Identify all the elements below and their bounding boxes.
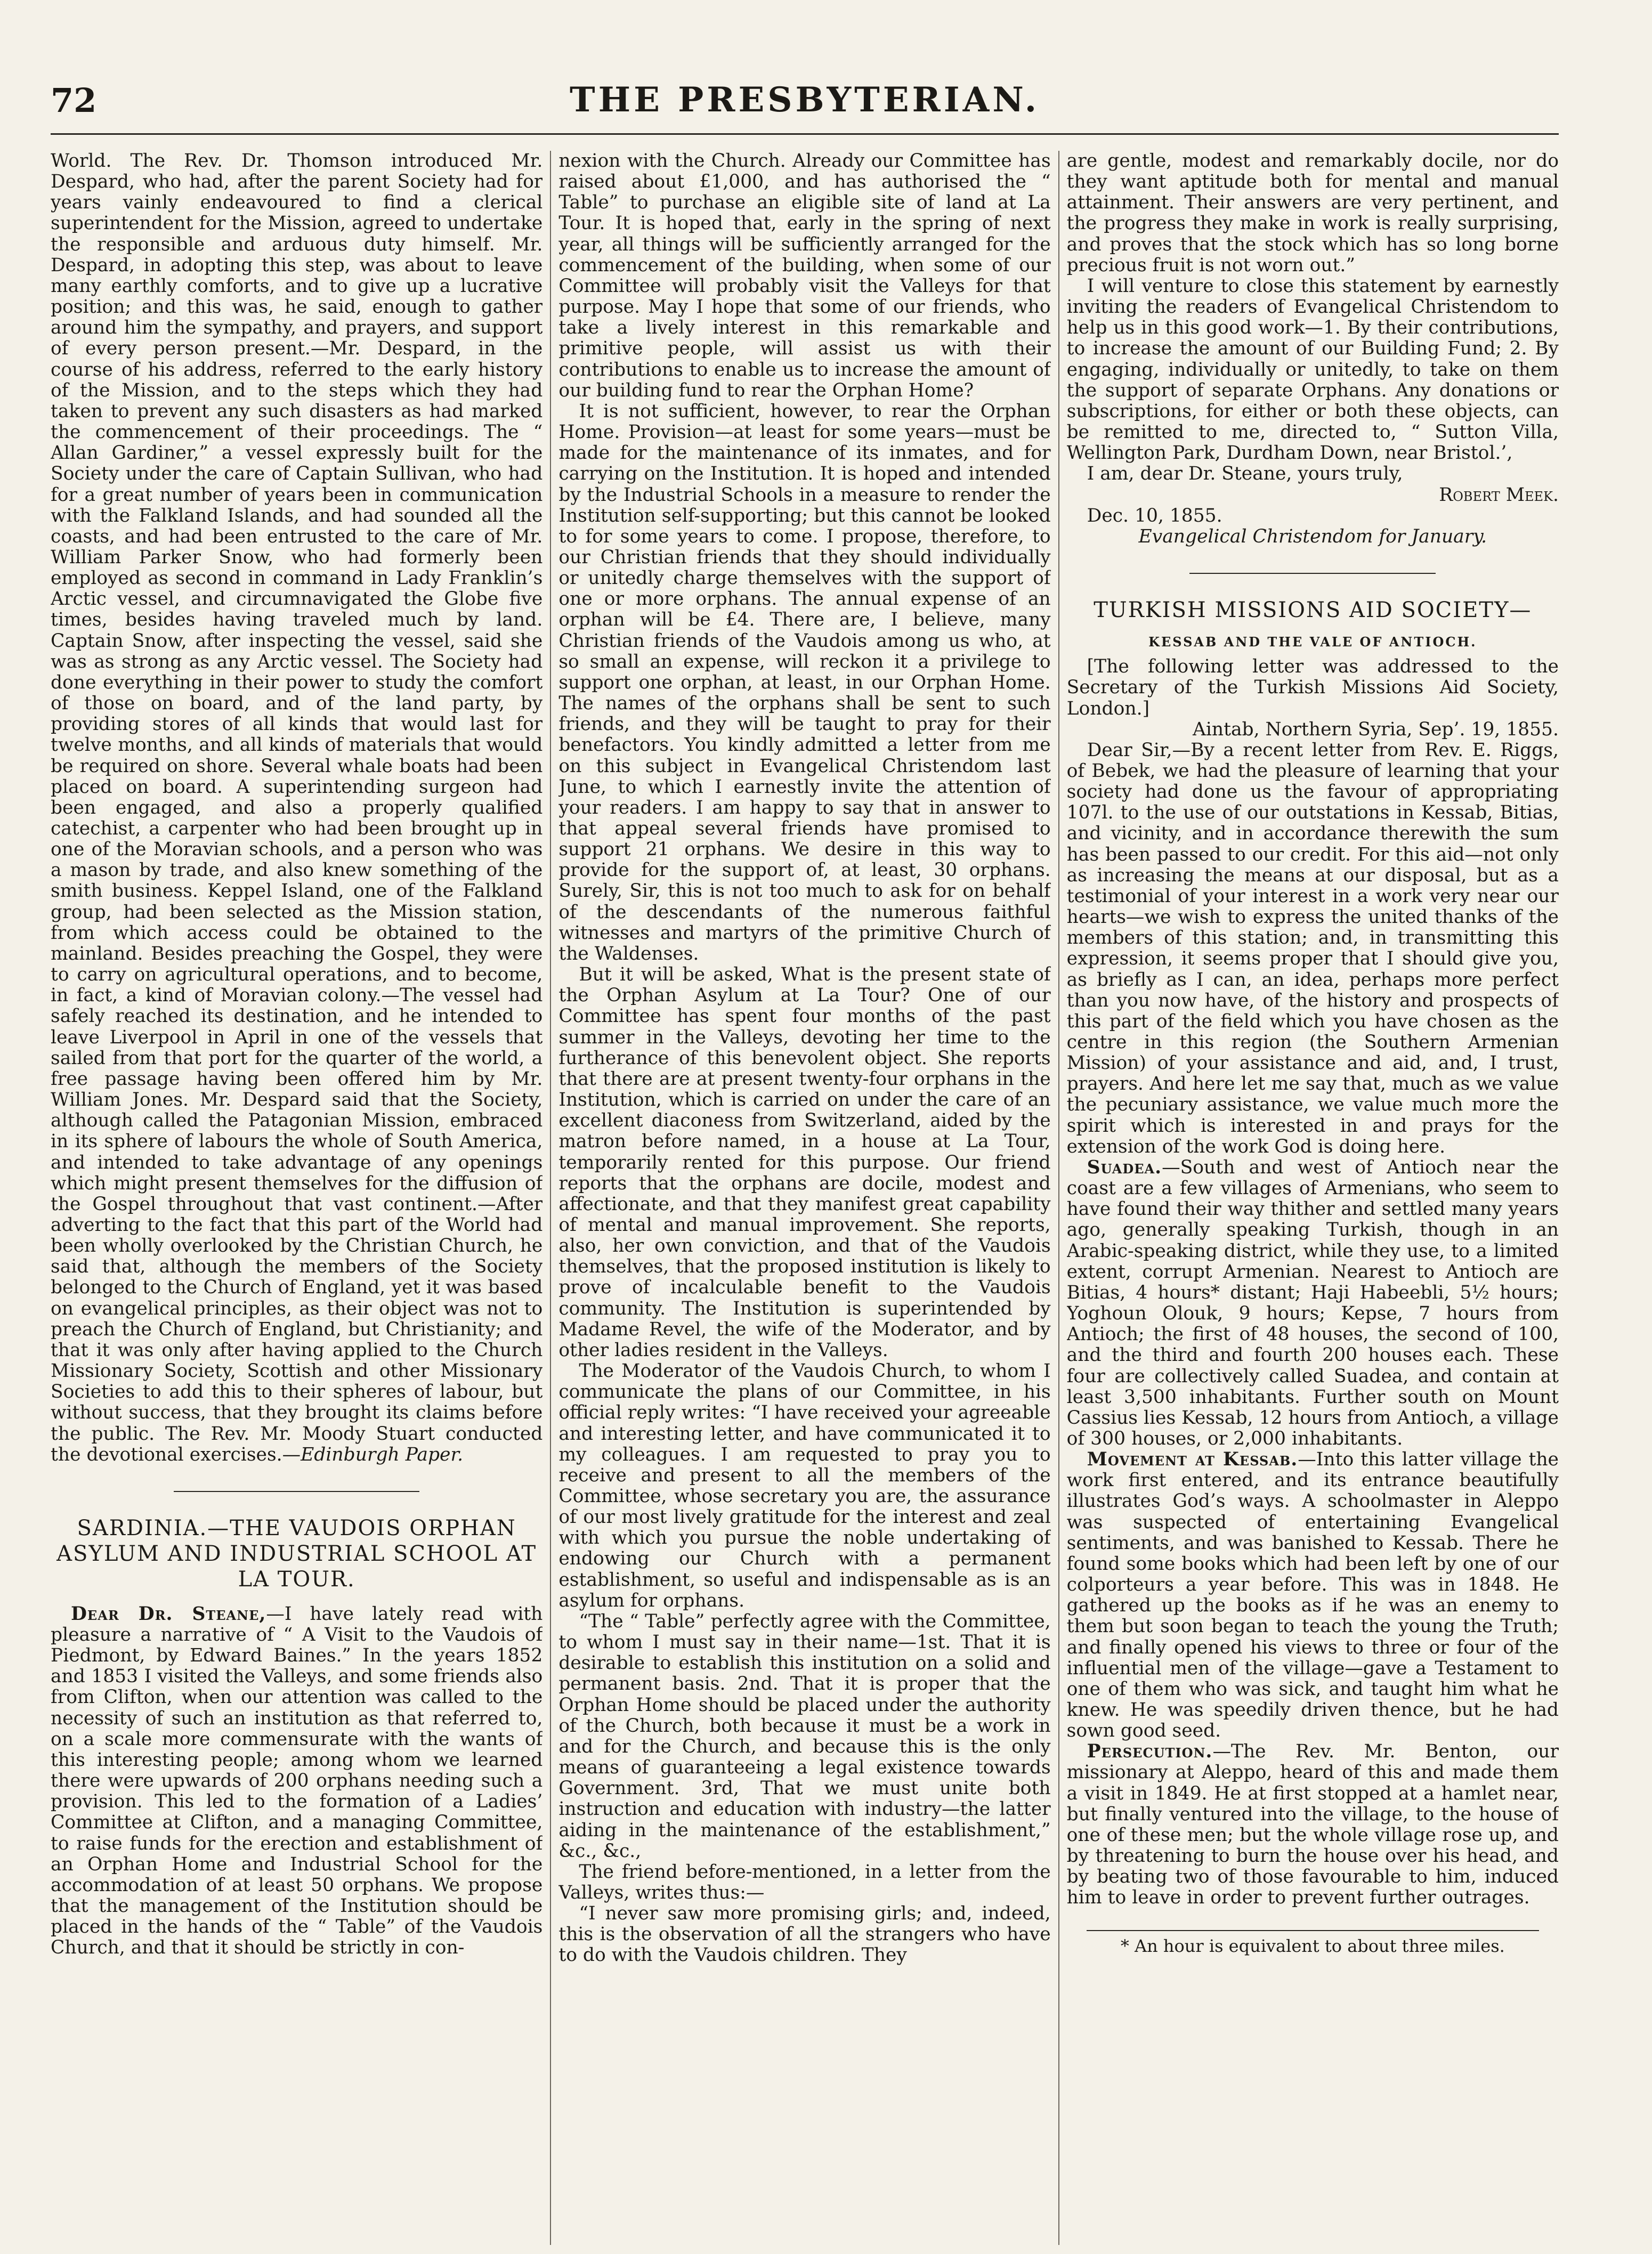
- paragraph: Persecution.—The Rev. Mr. Benton, our missionary at Aleppo, heard of this and made them a visit in 1849. He at first stopped at a hamlet near, but finally ventured into the village, to the house of one of these men; but the whole village rose up, and by threatening to burn the house over his head, and by beating two of those favourable to him, induced him to leave in order to prevent further outrages.: [1066, 1741, 1559, 1909]
- column-rule: [550, 151, 551, 2245]
- article-title: SARDINIA.—THE VAUDOIS ORPHAN ASYLUM AND INDUSTRIAL SCHOOL AT LA TOUR.: [56, 1515, 537, 1592]
- paragraph: Movement at Kessab.—Into this latter village the work first entered, and its entrance beautifully illustrates God’s ways. A schoolmaster in Aleppo was suspected of entertaining Evangelical sentiments, and was banished to Kessab. There he found some books which had been left by one of our colporteurs a year before. This was in 1848. He gathered up the books as if he was an enemy to them but soon began to teach the young the Truth; and finally opened his views to three or four of the influential men of the village—gave a Testament to one of them who was sick, and taught him what he knew. He was speedily driven thence, but he had sown good seed.: [1066, 1449, 1559, 1742]
- column-1: [51, 151, 542, 2245]
- section-lead: Suadea.: [1087, 1156, 1162, 1178]
- column-rule: [1058, 151, 1059, 2245]
- column-3: [1067, 151, 1559, 2245]
- paragraph: But it will be asked, What is the present state of the Orphan Asylum at La Tour? One of our Committee has spent four months of the past summer in the Valleys, devoting her time to the furtherance of this benevolent object. She reports that there are at present twenty-four orphans in the Institution, which is carried on under the care of an excellent diaconess from Switzerland, aided by the matron before named, in a house at La Tour, temporarily rented for this purpose. Our friend reports that the orphans are docile, modest and affectionate, and that they manifest great capability of mental and manual improvement. She reports, also, her own conviction, and that of the Vaudois themselves, that the proposed institution is likely to prove of incalculable benefit to the Vaudois community. The Institution is superintended by Madame Revel, the wife of the Moderator, and by other ladies resident in the Valleys.: [558, 964, 1051, 1361]
- closing: I am, dear Dr. Steane, yours truly,: [1087, 463, 1403, 485]
- paragraph: World. The Rev. Dr. Thomson introduced Mr. Despard, who had, after the parent Society had for years vainly endeavoured to find a clerical superintendent for the Mission, agreed to undertake the responsible and arduous duty himself. Mr. Despard, in adopting this step, was about to leave many earthly comforts, and to give up a lucrative position; and this was, he said, enough to gather around him the sympathy, and prayers, and support of every person present.—Mr. Despard, in the course of his address, referred to the early history of the Mission, and to the steps which they had taken to prevent any such disasters as had marked the commencement of their proceedings. The “ Allan Gardiner,” a vessel expressly built for the Society under the care of Captain Sullivan, who had for a great number of years been in communication with the Falkland Islands, and had sounded all the coasts, and had been entrusted to the care of Mr. William Parker Snow, who had formerly been employed as second in command in Lady Franklin’s Arctic vessel, and circumnavigated the Globe five times, besides having traveled much by land. Captain Snow, after inspecting the vessel, said she was as strong as any Arctic vessel. The Society had done everything in their power to study the comfort of those on board, and of the land party, by providing stores of all kinds that would last for twelve months, and all kinds of materials that would be required on shore. Several whale boats had been placed on board. A superintending surgeon had been engaged, and also a properly qualified catechist, a carpenter who had been brought up in one of the Moravian schools, and a person who was a mason by trade, and also knew something of the smith business. Keppel Island, one of the Falkland group, had been selected as the Mission station, from which access could be obtained to the mainland. Besides preaching the Gospel, they were to carry on agricultural operations, and to become, in fact, a kind of Moravian colony.—The vessel had safely reached its destination, and he intended to leave Liverpool in April in one of the vessels that sailed from that port for the quarter of the world, a free passage having been offered him by Mr. William Jones. Mr. Despard said that the Society, although called the Patagonian Mission, embraced in its sphere of labours the whole of South America, and intended to take advantage of any openings which might present themselves for the diffusion of the Gospel throughout that vast continent.—After adverting to the fact that this part of the World had been wholly overlooked by the Christian Church, he said that, although the members of the Society belonged to the Church of England, yet it was based on evangelical principles, as their object was not to preach the Church of England, but Christianity; and that it was only after having applied to the Church Missionary Society, Scottish and other Missionary Societies to add this to their spheres of labour, but without success, that they brought its claims before the public. The Rev. Mr. Moody Stuart conducted the devotional exercises.—Edinburgh Paper.: [51, 151, 543, 1465]
- paragraph: are gentle, modest and remarkably docile, nor do they want aptitude both for mental and manual attainment. Their answers are very pertinent, and the progress they make in work is really surprising, and proves that the stock which has so long borne precious fruit is not worn out.”: [1066, 151, 1559, 276]
- editorial-note: [The following letter was addressed to the Secretary of the Turkish Missions Aid Society, London.]: [1066, 656, 1559, 719]
- text-columns: [51, 151, 1559, 2245]
- paragraph: The friend before-mentioned, in a letter from the Valleys, writes thus:—: [558, 1861, 1051, 1903]
- paragraph: Dear Dr. Steane,—I have lately read with pleasure a narrative of “ A Visit to the Vaudois of Piedmont, by Edward Baines.” In the years 1852 and 1853 I visited the Valleys, and some friends also from Clifton, when our attention was called to the necessity of such an institution as that referred to, on a scale more commensurate with the wants of this interesting people; among whom we learned there were upwards of 200 orphans needing such a provision. This led to the formation of a Ladies’ Committee at Clifton, and a managing Committee, to raise funds for the erection and establishment of an Orphan Home and Industrial School for the accommodation of at least 50 orphans. We propose that the management of the Institution should be placed in the hands of the “ Table” of the Vaudois Church, and that it should be strictly in con-: [51, 1603, 543, 1959]
- source-citation: Edinburgh Paper.: [301, 1444, 464, 1465]
- paragraph: nexion with the Church. Already our Committee has raised about £1,000, and has authorised the “ Table” to purchase an eligible site of land at La Tour. It is hoped that, early in the spring of next year, all things will be sufficiently arranged for the commencement of the building, when some of our Committee will probably visit the Valleys for that purpose. May I hope that some of our friends, who take a lively interest in this remarkable and primitive people, will assist us with their contributions to enable us to increase the amount of our building fund to rear the Orphan Home?: [558, 151, 1051, 401]
- paragraph: “The “ Table” perfectly agree with the Committee, to whom I must say in their name—1st. That it is desirable to establish this institution on a solid and permanent basis. 2nd. That it is proper that the Orphan Home should be placed under the authority of the Church, both because it must be a work in and for the Church, and because this is the only means of guaranteeing a legal existence towards Government. 3rd, That we must unite both instruction and education with industry—the latter aiding in the maintenance of the establishment,” &c., &c.,: [558, 1610, 1051, 1862]
- column-2: [558, 151, 1050, 2245]
- footnote-rule: [1087, 1930, 1539, 1931]
- section-divider: [174, 1491, 420, 1492]
- section-divider: [1189, 573, 1436, 574]
- dateline: Aintab, Northern Syria, Sep’. 19, 1855.: [1192, 718, 1559, 740]
- section-lead: Persecution.: [1087, 1741, 1213, 1763]
- article-title: TURKISH MISSIONS AID SOCIETY—: [1094, 597, 1532, 622]
- paragraph: The Moderator of the Vaudois Church, to whom I communicate the plans of our Committee, in his official reply writes: “I have received your agreeable and interesting letter, and have communicated it to my colleagues. I am requested to pray you to receive and present to all the members of the Committee, whose secretary you are, the assurance of our most lively gratitude for the interest and zeal with which you pursue the noble undertaking of endowing our Church with a permanent establishment, so useful and indispensable as is an asylum for orphans.: [558, 1360, 1051, 1611]
- article-subtitle: KESSAB AND THE VALE OF ANTIOCH.: [1148, 634, 1477, 650]
- source-citation: Evangelical Christendom for January.: [1138, 525, 1487, 547]
- footnote: * An hour is equivalent to about three miles.: [1120, 1935, 1505, 1956]
- page-number: 72: [51, 81, 97, 120]
- signature: Robert Meek.: [1439, 484, 1559, 506]
- paragraph: Suadea.—South and west of Antioch near the coast are a few villages of Armenians, who seem to have found their way thither and settled many years ago, generally speaking Turkish, though in an Arabic-speaking district, while they use, to a limited extent, corrupt Armenian. Nearest to Antioch are Bitias, 4 hours* distant; Haji Habeebli, 5½ hours; Yoghoun Olouk, 9 hours; Kepse, 7 hours from Antioch; the first of 48 houses, the second of 100, and the third and fourth 200 houses each. These four are collectively called Suadea, and contain at least 3,500 inhabitants. Further south on Mount Cassius lies Kessab, 12 hours from Antioch, a village of 300 houses, or 2,000 inhabitants.: [1066, 1156, 1559, 1449]
- letter-date: Dec. 10, 1855.: [1087, 505, 1222, 526]
- salutation: Dear Dr. Steane,: [71, 1603, 266, 1625]
- page-header: [51, 75, 1559, 135]
- paragraph: Dear Sir,—By a recent letter from Rev. E. Riggs, of Bebek, we had the pleasure of learning that your society had done us the favour of appropriating 107l. to the use of our outstations in Kessab, Bitias, and vicinity, and in accordance therewith the sum has been passed to our credit. For this aid—not only as increasing the means at our disposal, but as a testimonial of your interest in a work very near our hearts—we wish to express the united thanks of the members of this station; and, in transmitting this expression, it seems proper that I should give you, as briefly as I can, an idea, perhaps more perfect than you now have, of the history and prospects of this part of the field which you have chosen as the centre in this region (the Southern Armenian Mission) of your assistance and aid, and, I trust, prayers. And here let me say that, much as we value the pecuniary assistance, we value much more the spirit which is interested in and prays for the extension of the work God is doing here.: [1066, 739, 1559, 1157]
- paragraph: It is not sufficient, however, to rear the Orphan Home. Provision—at least for some years—must be made for the maintenance of its inmates, and for carrying on the Institution. It is hoped and intended by the Industrial Schools in a measure to render the Institution self-supporting; but this cannot be looked to for some years to come. I propose, therefore, to our Christian friends that they should individually or unitedly charge themselves with the support of one or more orphans. The annual expense of an orphan will be £4. There are, I believe, many Christian friends of the Vaudois among us who, at so small an expense, will reckon it a privilege to support one orphan, at least, in our Orphan Home. The names of the orphans shall be sent to such friends, and they will be taught to pray for their benefactors. You kindly admitted a letter from me on this subject in Evangelical Christendom last June, to which I earnestly invite the attention of your readers. I am happy to say that in answer to that appeal several friends have promised to support 21 orphans. We desire in this way to provide for the support of, at least, 30 orphans. Surely, Sir, this is not too much to ask for on behalf of the descendants of the numerous faithful witnesses and martyrs of the primitive Church of the Waldenses.: [558, 400, 1051, 964]
- paragraph: I will venture to close this statement by earnestly inviting the readers of Evangelical Christendom to help us in this good work—1. By their contributions, to increase the amount of our Building Fund; 2. By engaging, individually or unitedly, to take on them the support of separate Orphans. Any donations or subscriptions, for either or both these objects, can be remitted to me, directed to, “ Sutton Villa, Wellington Park, Durdham Down, near Bristol.’,: [1066, 275, 1559, 464]
- section-lead: Movement at Kessab.: [1087, 1449, 1298, 1471]
- running-title: THE PRESBYTERIAN.: [570, 80, 1040, 120]
- paragraph: “I never saw more promising girls; and, indeed, this is the observation of all the strangers who have to do with the Vaudois children. They: [558, 1903, 1051, 1966]
